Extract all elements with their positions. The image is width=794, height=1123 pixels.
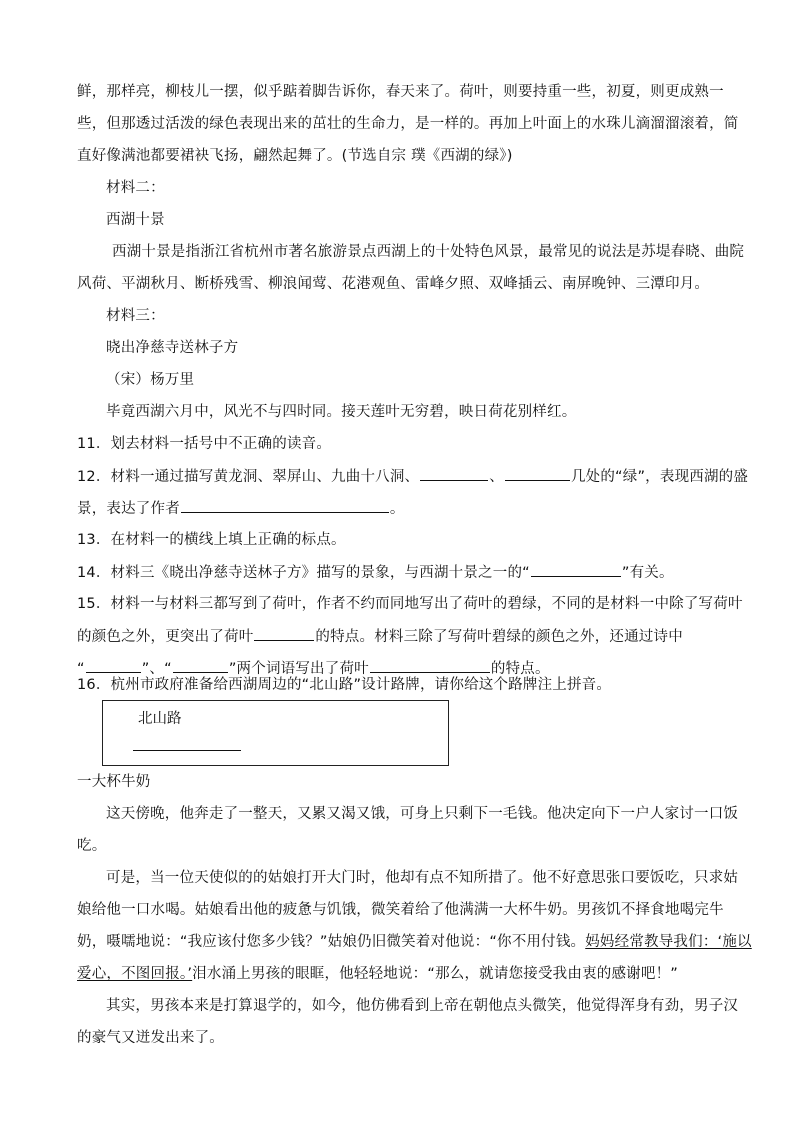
question-11: 11．划去材料一括号中不正确的读音。 bbox=[77, 436, 332, 452]
story-p2-line-4 bbox=[77, 964, 678, 984]
underlined-quote: 妈妈经常教导我们：‘施以 bbox=[585, 934, 752, 950]
story-p3-line-2: 的豪气又迸发出来了。 bbox=[77, 1030, 224, 1046]
street-sign-name: 北山路 bbox=[138, 711, 182, 727]
material3-label: 材料三： bbox=[106, 308, 165, 324]
question-15-line-1: 15．材料一与材料三都写到了荷叶，作者不约而同地写出了荷叶的碧绿，不同的是材料一中除了写荷叶 bbox=[77, 596, 743, 612]
q12-text-d: 景，表达了作者 bbox=[77, 501, 180, 517]
answer-blank[interactable] bbox=[181, 498, 389, 513]
question-12-line-2 bbox=[77, 498, 405, 519]
q15-text-d: “ bbox=[77, 661, 85, 677]
story-p1-line-2: 吃。 bbox=[77, 838, 107, 854]
story-p3-line-1: 其实，男孩本来是打算退学的，如今，他仿佛看到上帝在朝他点头微笑，他觉得浑身有劲，男子汉 bbox=[106, 998, 739, 1014]
answer-blank[interactable] bbox=[531, 562, 621, 577]
material2-label: 材料二： bbox=[106, 180, 165, 196]
street-sign-box bbox=[102, 700, 449, 766]
passage1-line-2: 些，但那透过活泼的绿色表现出来的茁壮的生命力，是一样的。再加上叶面上的水珠儿滴溜溜滚着，简 bbox=[77, 116, 739, 132]
q12-text-e: 。 bbox=[389, 501, 405, 517]
q12-text-c: 几处的“绿”，表现西湖的盛 bbox=[570, 469, 749, 485]
poem-author: （宋）杨万里 bbox=[106, 372, 195, 388]
poem-text: 毕竟西湖六月中，风光不与四时同。接天莲叶无穷碧，映日荷花别样红。 bbox=[106, 404, 577, 420]
answer-blank[interactable] bbox=[86, 658, 141, 673]
story-p2-line-1: 可是，当一位天使似的的姑娘打开大门时，他却有点不知所措了。他不好意思张口要饭吃，只求姑 bbox=[106, 870, 739, 886]
passage1-line-3: 直好像满池都要裙袂飞扬，翩然起舞了。(节选自宗 璞《西湖的绿》) bbox=[77, 148, 513, 164]
material2-title: 西湖十景 bbox=[106, 212, 165, 228]
question-12-line-1 bbox=[77, 466, 748, 487]
underlined-quote: 爱心，不图回报。’ bbox=[77, 966, 193, 982]
story-p2-line-2: 娘给他一口水喝。姑娘看出他的疲惫与饥饿，微笑着给了他满满一大杯牛奶。男孩饥不择食地喝完牛 bbox=[77, 902, 724, 918]
answer-blank[interactable] bbox=[505, 466, 570, 481]
story-text: 奶，嗫嚅地说：“我应该付您多少钱？”姑娘仍旧微笑着对他说：“你不用付钱。 bbox=[77, 934, 586, 950]
material2-line-2: 风荷、平湖秋月、断桥残雪、柳浪闻莺、花港观鱼、雷峰夕照、双峰插云、南屏晚钟、三潭印月。 bbox=[77, 276, 710, 292]
answer-blank[interactable] bbox=[370, 658, 490, 673]
story-text: 泪水涌上男孩的眼眶，他轻轻地说：“那么，就请您接受我由衷的感谢吧！” bbox=[192, 966, 678, 982]
q14-text-b: ”有关。 bbox=[621, 565, 674, 581]
story-p1-line-1: 这天傍晚，他奔走了一整天，又累又渴又饿，可身上只剩下一毛钱。他决定向下一户人家讨一口饭 bbox=[106, 806, 739, 822]
q14-text-a: 14．材料三《晓出净慈寺送林子方》描写的景象，与西湖十景之一的“ bbox=[77, 565, 530, 581]
story-p2-line-3 bbox=[77, 932, 752, 952]
material2-line-1: 西湖十景是指浙江省杭州市著名旅游景点西湖上的十处特色风景，最常见的说法是苏堤春晓、曲院 bbox=[112, 244, 745, 260]
q12-text-a: 12．材料一通过描写黄龙洞、翠屏山、九曲十八洞、 bbox=[77, 469, 420, 485]
q15-text-g: 的特点。 bbox=[490, 661, 550, 677]
story-title: 一大杯牛奶 bbox=[77, 774, 151, 790]
question-16: 16．杭州市政府准备给西湖周边的“北山路”设计路牌，请你给这个路牌注上拼音。 bbox=[77, 677, 612, 693]
q15-text-b: 的颜色之外，更突出了荷叶 bbox=[77, 629, 254, 645]
poem-title: 晓出净慈寺送林子方 bbox=[106, 340, 239, 356]
answer-blank[interactable] bbox=[254, 626, 314, 641]
question-15-line-2 bbox=[77, 626, 683, 647]
answer-blank[interactable] bbox=[420, 466, 488, 481]
passage1-line-1: 鲜，那样亮，柳枝儿一摆，似乎踮着脚告诉你，春天来了。荷叶，则要持重一些，初夏，则更成熟一 bbox=[77, 84, 724, 100]
answer-blank[interactable] bbox=[173, 658, 228, 673]
q15-text-e: ”、“ bbox=[141, 661, 172, 677]
q15-text-f: ”两个词语写出了荷叶 bbox=[228, 661, 369, 677]
q12-text-b: 、 bbox=[489, 469, 504, 485]
question-13: 13．在材料一的横线上填上正确的标点。 bbox=[77, 532, 346, 548]
pinyin-answer-line[interactable] bbox=[133, 750, 241, 751]
q15-text-c: 的特点。材料三除了写荷叶碧绿的颜色之外，还通过诗中 bbox=[315, 629, 683, 645]
question-14 bbox=[77, 562, 674, 583]
